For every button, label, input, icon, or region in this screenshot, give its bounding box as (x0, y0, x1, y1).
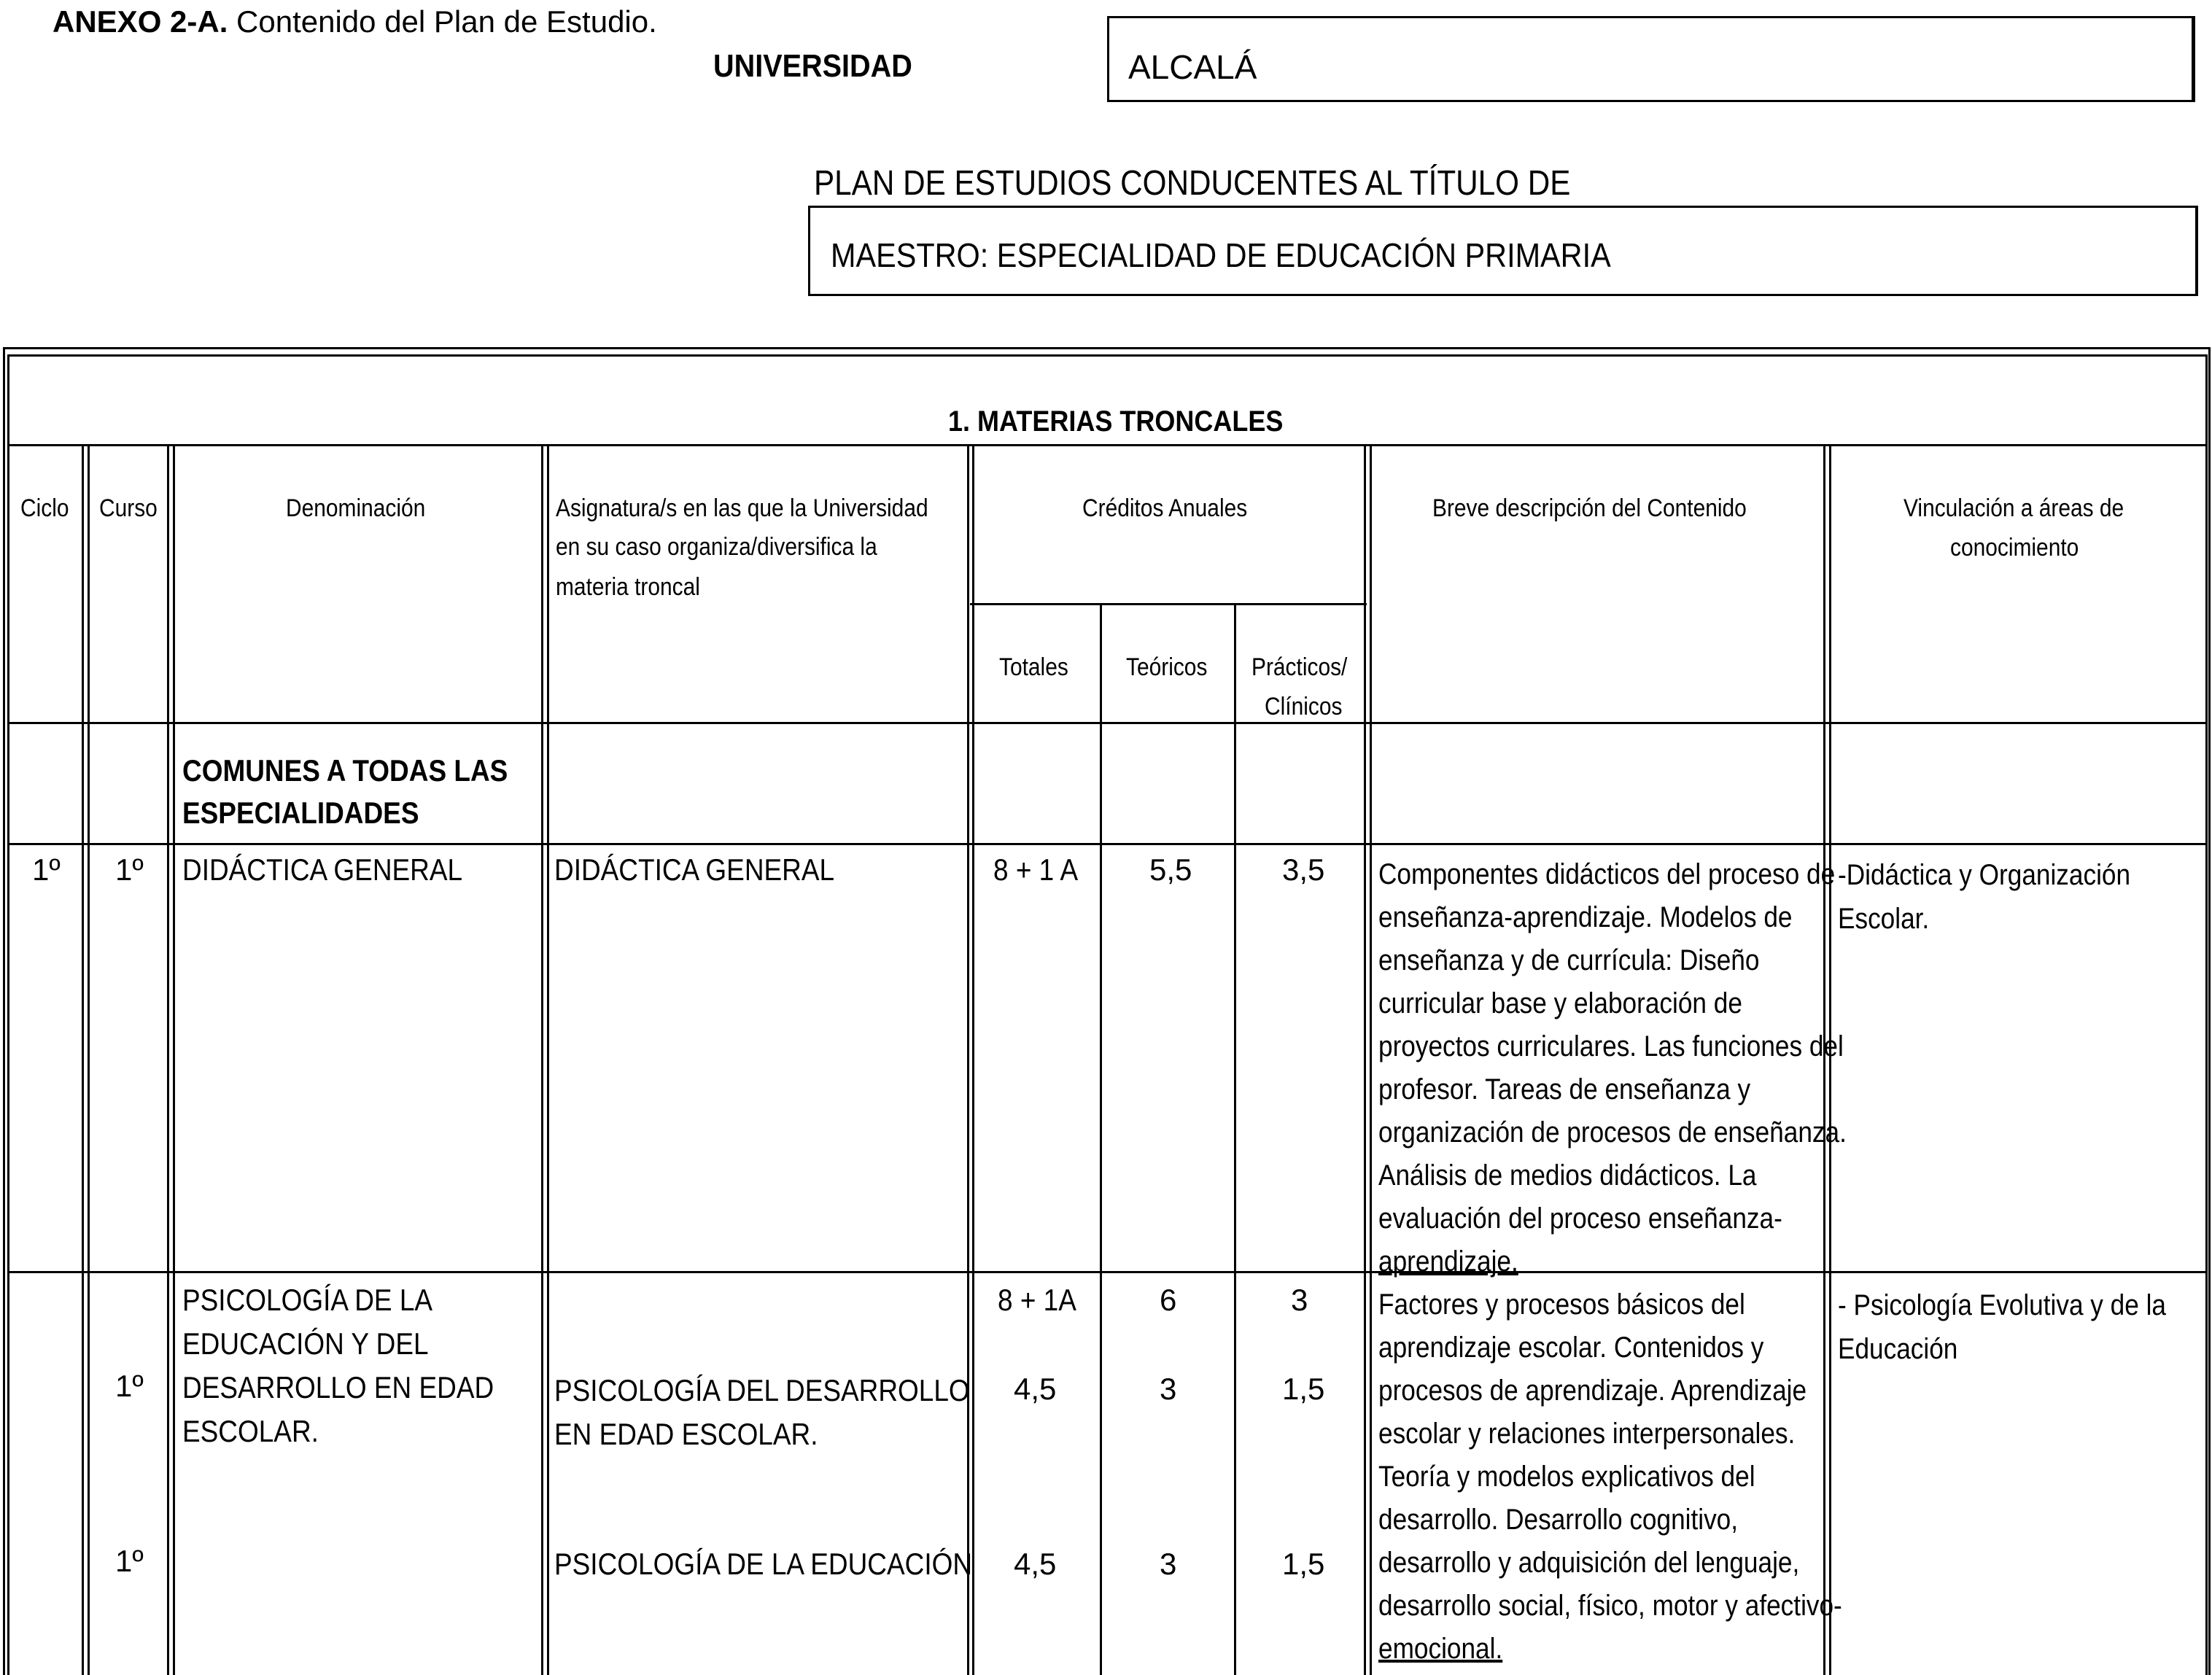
annex-label: ANEXO 2-A. (53, 4, 228, 39)
column-divider (967, 444, 969, 1675)
table-subrow-curso: 1º (115, 1544, 144, 1578)
column-divider (547, 444, 549, 1675)
column-header-practicos: Prácticos/ (1251, 653, 1348, 681)
table-row-ciclo: 1º (32, 852, 61, 887)
annex-text: Contenido del Plan de Estudio. (228, 4, 657, 39)
table-frame-inner (7, 354, 2208, 1675)
description-line: desarrollo y adquisición del lenguaje, (1378, 1547, 1800, 1579)
degree-title-box (808, 206, 2198, 296)
university-box (1107, 16, 2195, 102)
area-line: -Didáctica y Organización (1838, 859, 2131, 891)
description-line: emocional. (1378, 1633, 1503, 1665)
column-divider (972, 444, 974, 1675)
column-header-vinculacion: conocimiento (1950, 534, 2079, 561)
table-subrow-totales: 4,5 (1014, 1372, 1057, 1406)
university-label: UNIVERSIDAD (713, 48, 912, 84)
description-line: enseñanza y de currícula: Diseño (1378, 944, 1760, 976)
table-subrow-totales: 4,5 (1014, 1547, 1057, 1581)
table-subrow-practicos: 1,5 (1282, 1547, 1325, 1581)
column-header-teoricos: Teóricos (1126, 653, 1208, 681)
column-header-asignatura: en su caso organiza/diversifica la (556, 533, 877, 561)
column-header-totales: Totales (999, 653, 1068, 681)
description-line: proyectos curriculares. Las funciones del (1378, 1030, 1844, 1062)
column-divider (1234, 603, 1236, 1675)
table-row-teoricos: 6 (1160, 1283, 1177, 1317)
column-divider (541, 444, 543, 1675)
area-line: Educación (1838, 1333, 1958, 1365)
description-line: enseñanza-aprendizaje. Modelos de (1378, 901, 1793, 933)
table-row-asignatura: DIDÁCTICA GENERAL (554, 852, 835, 887)
description-line: escolar y relaciones interpersonales. (1378, 1418, 1796, 1450)
table-divider (7, 444, 2208, 446)
table-row-denominacion: DESARROLLO EN EDAD (182, 1370, 494, 1404)
description-line: Componentes didácticos del proceso de (1378, 858, 1836, 890)
description-line: Análisis de medios didácticos. La (1378, 1159, 1757, 1192)
description-line: aprendizaje. (1378, 1245, 1518, 1278)
description-line: Teoría y modelos explicativos del (1378, 1461, 1755, 1493)
table-subrow-practicos: 1,5 (1282, 1372, 1325, 1406)
description-line: curricular base y elaboración de (1378, 987, 1742, 1019)
column-header-practicos: Clínicos (1265, 693, 1343, 720)
university-value: ALCALÁ (1128, 48, 1257, 86)
table-row-denominacion: DIDÁCTICA GENERAL (182, 852, 463, 887)
group-label: COMUNES A TODAS LAS (182, 753, 508, 788)
area-line: - Psicología Evolutiva y de la (1838, 1289, 2167, 1321)
description-line: desarrollo social, físico, motor y afectivo- (1378, 1590, 1842, 1622)
table-subrow-asignatura: PSICOLOGÍA DEL DESARROLLO (554, 1373, 970, 1407)
description-line: procesos de aprendizaje. Aprendizaje (1378, 1375, 1807, 1407)
degree-title-value: MAESTRO: ESPECIALIDAD DE EDUCACIÓN PRIMARIA (831, 236, 1611, 274)
description-line: aprendizaje escolar. Contenidos y (1378, 1332, 1764, 1364)
description-line: evaluación del proceso enseñanza- (1378, 1202, 1782, 1235)
table-row-vinculacion (1838, 853, 2170, 941)
column-header-curso: Curso (99, 494, 158, 522)
description-line: Factores y procesos básicos del (1378, 1289, 1745, 1321)
column-divider (173, 444, 175, 1675)
description-line: profesor. Tareas de enseñanza y (1378, 1073, 1751, 1105)
table-subrow-teoricos: 3 (1160, 1547, 1177, 1581)
table-subrow-asignatura: PSICOLOGÍA DE LA EDUCACIÓN (554, 1547, 973, 1581)
table-row-practicos: 3 (1291, 1283, 1308, 1317)
area-line: Escolar. (1838, 903, 1930, 935)
table-row-denominacion: EDUCACIÓN Y DEL (182, 1326, 429, 1361)
column-header-asignatura: materia troncal (556, 573, 700, 601)
table-row-descripcion (1378, 853, 1845, 1283)
table-row-denominacion: ESCOLAR. (182, 1414, 319, 1448)
description-line: organización de procesos de enseñanza. (1378, 1116, 1847, 1149)
table-divider (970, 603, 1367, 605)
section-title: 1. MATERIAS TRONCALES (948, 405, 1284, 438)
group-label: ESPECIALIDADES (182, 796, 419, 830)
column-divider (88, 444, 90, 1675)
table-row-practicos: 3,5 (1282, 852, 1325, 887)
column-header-denominacion: Denominación (286, 494, 426, 522)
column-header-ciclo: Ciclo (20, 494, 69, 522)
column-divider (1370, 444, 1372, 1675)
table-row-totales: 8 + 1 A (993, 852, 1079, 887)
plan-label: PLAN DE ESTUDIOS CONDUCENTES AL TÍTULO DE (814, 164, 1571, 203)
column-header-descripcion: Breve descripción del Contenido (1432, 494, 1747, 522)
column-header-asignatura: Asignatura/s en las que la Universidad (556, 494, 928, 522)
description-line: desarrollo. Desarrollo cognitivo, (1378, 1504, 1739, 1536)
column-header-vinculacion: Vinculación a áreas de (1904, 494, 2124, 522)
table-row-descripcion (1378, 1283, 1845, 1671)
table-subrow-asignatura: EN EDAD ESCOLAR. (554, 1417, 818, 1451)
table-row-vinculacion (1838, 1283, 2211, 1371)
annex-heading (53, 4, 657, 39)
table-divider (7, 1271, 2208, 1273)
table-row-teoricos: 5,5 (1149, 852, 1192, 887)
table-row-totales: 8 + 1A (998, 1283, 1076, 1317)
column-header-creditos: Créditos Anuales (1082, 494, 1248, 522)
table-row-curso: 1º (115, 852, 144, 887)
table-divider (7, 843, 2208, 845)
column-divider (1364, 444, 1366, 1675)
table-subrow-teoricos: 3 (1160, 1372, 1177, 1406)
column-divider (82, 444, 84, 1675)
table-row-denominacion: PSICOLOGÍA DE LA (182, 1283, 433, 1317)
column-divider (167, 444, 169, 1675)
table-subrow-curso: 1º (115, 1369, 144, 1403)
column-divider (1100, 603, 1102, 1675)
table-divider (7, 722, 2208, 724)
